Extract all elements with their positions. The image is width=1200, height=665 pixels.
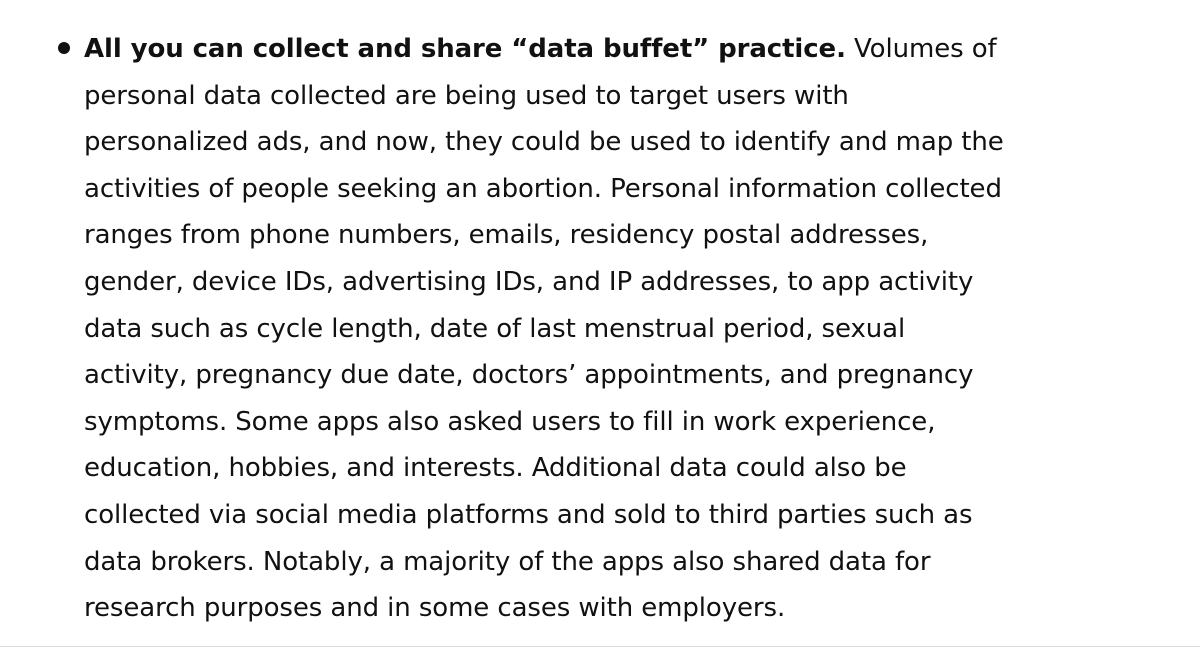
paragraph-line-10: education, hobbies, and interests. Additional data could also be [84,453,907,484]
paragraph-line-7: data such as cycle length, date of last menstrual period, sexual [84,313,906,344]
bullet-dot-icon [58,42,70,54]
bullet-item [84,26,1084,632]
paragraph-line-3: personalized ads, and now, they could be used to identify and map the [84,127,1004,158]
divider [0,646,1200,647]
paragraph-text: Volumes of [845,34,997,64]
paragraph-line-1 [84,26,1084,73]
paragraph-line-8: activity, pregnancy due date, doctors’ appointments, and pregnancy [84,360,974,391]
paragraph-line-11: collected via social media platforms and sold to third parties such as [84,499,973,530]
paragraph-line-2: personal data collected are being used to target users with [84,80,849,111]
paragraph-line-13: research purposes and in some cases with employers. [84,593,786,624]
paragraph-line-6: gender, device IDs, advertising IDs, and IP addresses, to app activity [84,266,974,297]
bullet-lead: All you can collect and share “data buffet” practice. [84,34,846,64]
paragraph-line-4: activities of people seeking an abortion. Personal information collected [84,173,1002,204]
paragraph-line-9: symptoms. Some apps also asked users to fill in work experience, [84,406,936,437]
paragraph-line-12: data brokers. Notably, a majority of the apps also shared data for [84,546,931,577]
paragraph-line-5: ranges from phone numbers, emails, residency postal addresses, [84,220,929,251]
